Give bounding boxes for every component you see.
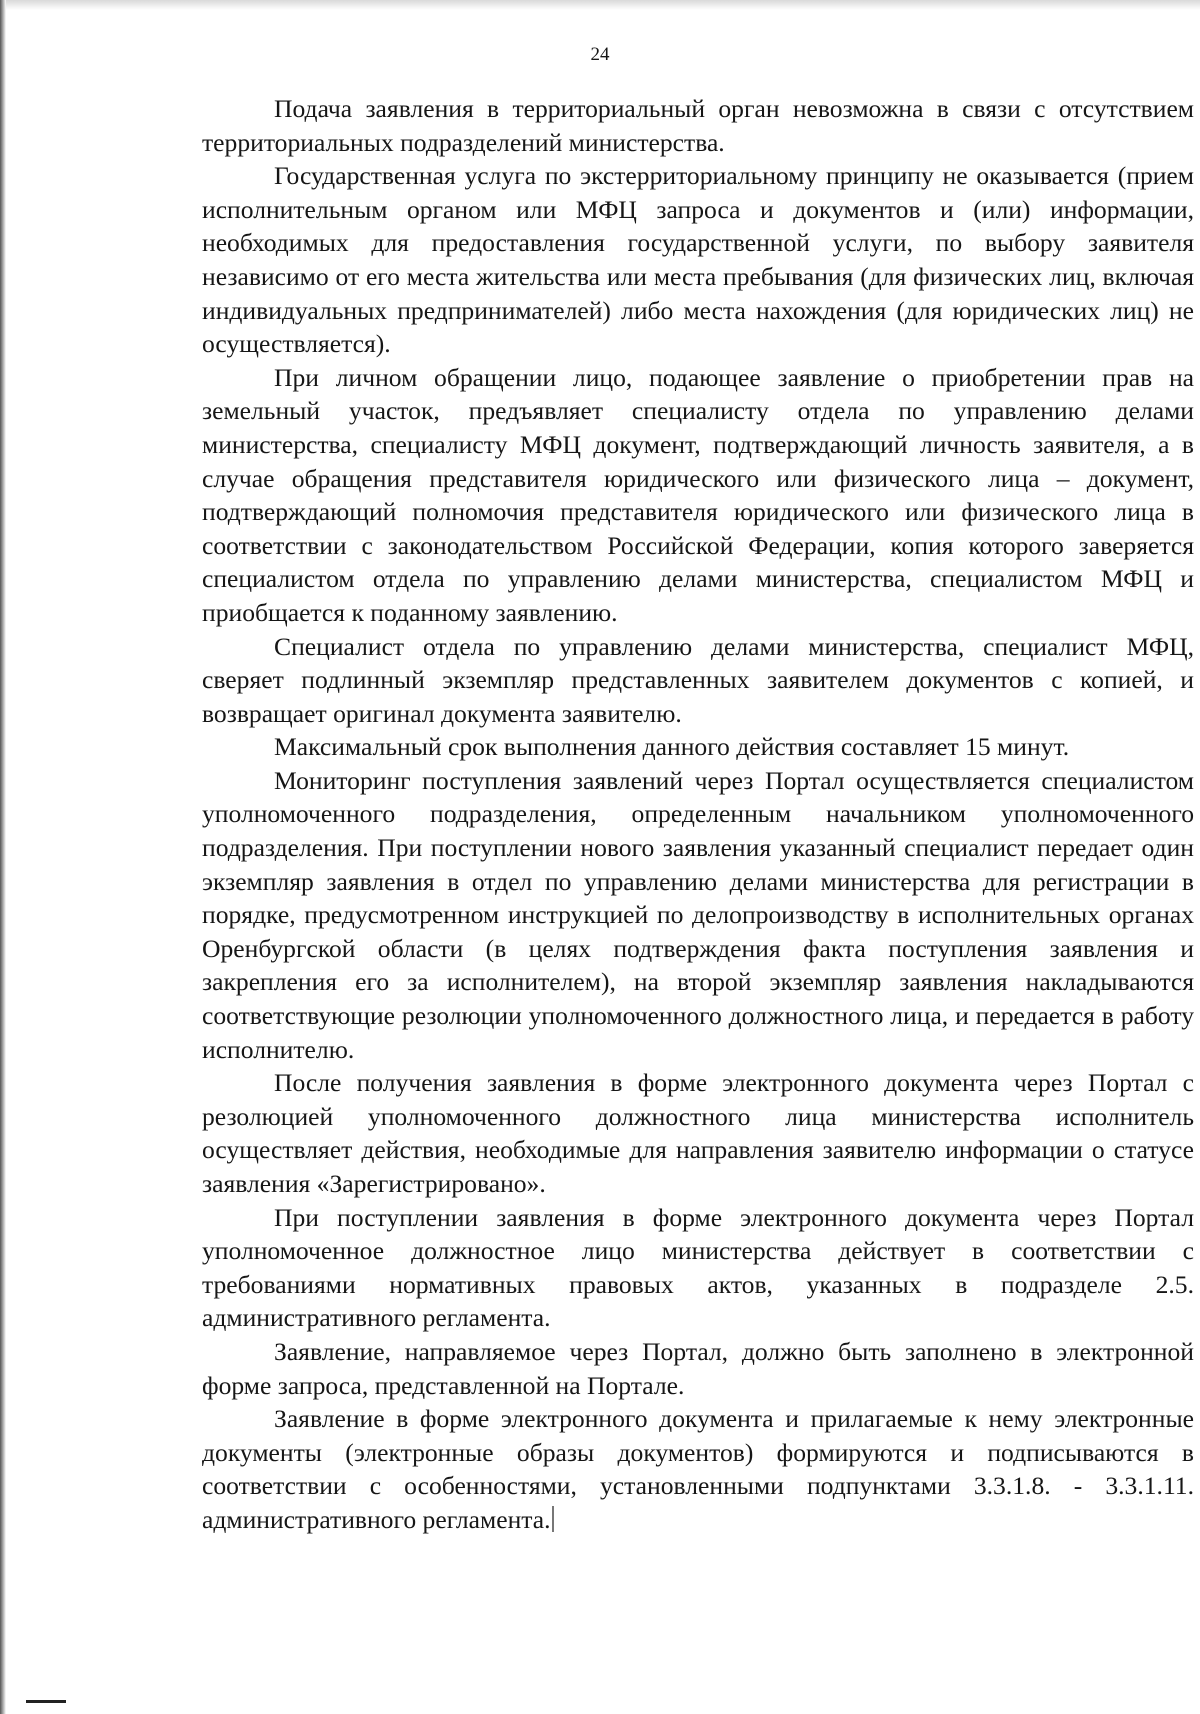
document-body xyxy=(202,92,1194,1537)
scan-mark xyxy=(26,1700,66,1703)
paragraph: Специалист отдела по управлению делами министерства, специалист МФЦ, сверяет подлинный экземпляр представленных заявителем документов с копией, и возвращает оригинал документа заявителю. xyxy=(202,631,1194,728)
paragraph: При личном обращении лицо, подающее заявление о приобретении прав на земельный участок, предъявляет специалисту отдела по управлению делами министерства, специалисту МФЦ документ, подтверждающий личность заявителя, а в случае обращения представителя юридического или физического лица – документ, подтверждающий полномочия представителя юридического или физического лица в соответствии с законодательством Российской Федерации, копия которого заверяется специалистом отдела по управлению делами министерства, специалистом МФЦ и приобщается к поданному заявлению. xyxy=(202,362,1194,627)
paragraph: Государственная услуга по экстерриториальному принципу не оказывается (прием исполнительным органом или МФЦ запроса и документов и (или) информации, необходимых для предоставления государственной услуги, по выбору заявителя независимо от его места жительства или места пребывания (для физических лиц, включая индивидуальных предпринимателей) либо места нахождения (для юридических лиц) не осуществляется). xyxy=(202,161,1194,359)
text-cursor-mark xyxy=(552,1506,554,1532)
paragraph-last xyxy=(202,1402,1194,1536)
paragraph: Максимальный срок выполнения данного действия составляет 15 минут. xyxy=(274,732,1070,762)
paragraph: При поступлении заявления в форме электронного документа через Портал уполномоченное должностное лицо министерства действует в соответствии с требованиями нормативных правовых актов, указанных в подразделе 2.5. административного регламента. xyxy=(202,1202,1194,1333)
paragraph: Заявление, направляемое через Портал, должно быть заполнено в электронной форме запроса, представленной на Портале. xyxy=(202,1336,1194,1400)
page-number: 24 xyxy=(590,44,610,65)
scan-edge-left xyxy=(0,0,6,1714)
paragraph: После получения заявления в форме электронного документа через Портал с резолюцией уполномоченного должностного лица министерства исполнитель осуществляет действия, необходимые для направления заявителю информации о статусе заявления «Зарегистрировано». xyxy=(202,1068,1194,1198)
paragraph-text: Заявление в форме электронного документа и прилагаемые к нему электронные документы (электронные образы документов) формируются и подписываются в соответствии с особенностями, установленными подпунктами 3.3.1.8. - 3.3.1.11. административного регламента. xyxy=(202,1404,1194,1534)
paragraph: Подача заявления в территориальный орган невозможна в связи с отсутствием территориальных подразделений министерства. xyxy=(202,94,1194,157)
scan-edge-top xyxy=(0,0,1200,10)
paragraph: Мониторинг поступления заявлений через Портал осуществляется специалистом уполномоченного подразделения, определенным начальником уполномоченного подразделения. При поступлении нового заявления указанный специалист передает один экземпляр заявления в отдел по управлению делами министерства для регистрации в порядке, предусмотренном инструкцией по делопроизводству в исполнительных органах Оренбургской области (в целях подтверждения факта поступления заявления и закрепления его за исполнителем), на второй экземпляр заявления накладываются соответствующие резолюции уполномоченного должностного лица, и передается в работу исполнителю. xyxy=(202,765,1194,1064)
